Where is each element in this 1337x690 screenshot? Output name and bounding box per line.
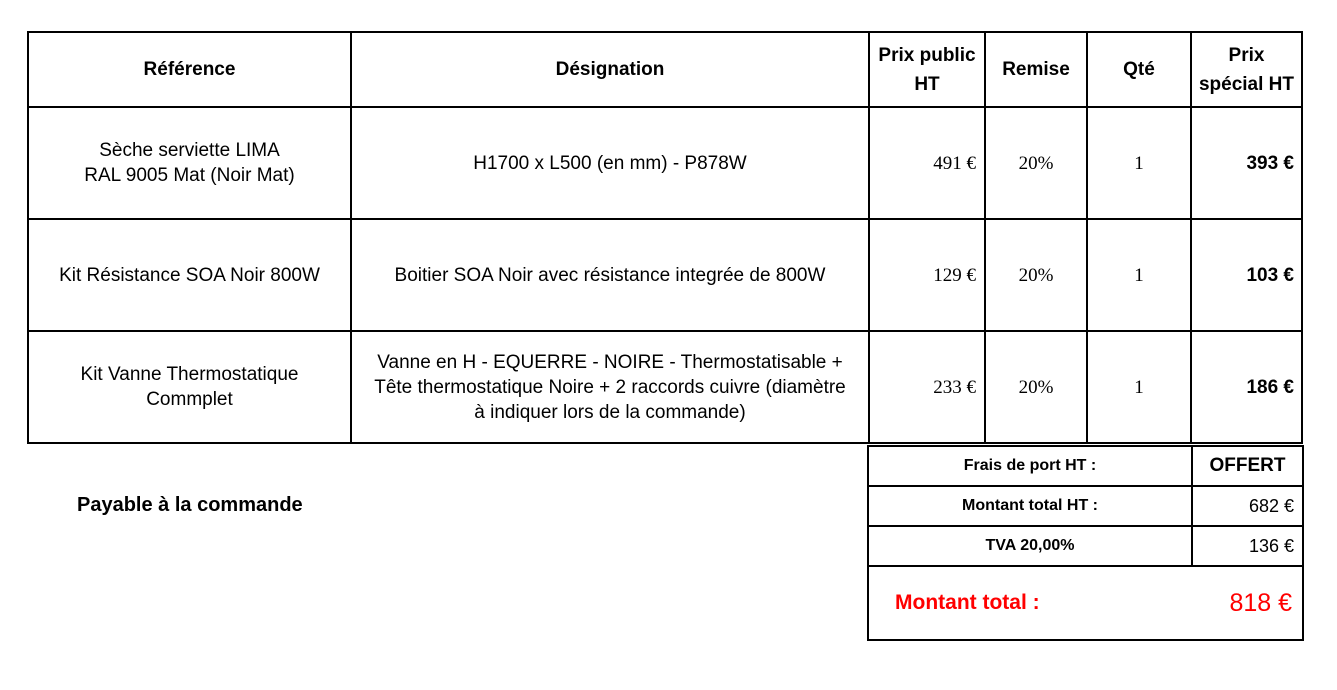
grand-total-value: 818 € bbox=[1192, 566, 1303, 640]
designation-line2: Tête thermostatique Noire + 2 raccords cuivre (diamètre bbox=[374, 376, 846, 398]
payment-note: Payable à la commande bbox=[77, 494, 303, 516]
table-row bbox=[28, 331, 1302, 443]
header-reference: Référence bbox=[28, 32, 351, 107]
table-row bbox=[28, 107, 1302, 219]
cell-quantity: 1 bbox=[1087, 219, 1191, 331]
cell-public-price: 129 € bbox=[869, 219, 985, 331]
totals-table bbox=[867, 445, 1304, 641]
cell-quantity: 1 bbox=[1087, 331, 1191, 443]
cell-discount: 20% bbox=[985, 331, 1087, 443]
cell-designation bbox=[351, 219, 869, 331]
vat-row bbox=[868, 526, 1303, 566]
reference-line1: Kit Résistance SOA Noir 800W bbox=[59, 264, 320, 286]
shipping-label: Frais de port HT : bbox=[868, 446, 1192, 486]
cell-quantity: 1 bbox=[1087, 107, 1191, 219]
reference-line2: RAL 9005 Mat (Noir Mat) bbox=[84, 165, 295, 186]
table-header-row bbox=[28, 32, 1302, 107]
cell-special-price: 103 € bbox=[1191, 219, 1302, 331]
subtotal-label: Montant total HT : bbox=[868, 486, 1192, 526]
subtotal-row bbox=[868, 486, 1303, 526]
cell-designation bbox=[351, 331, 869, 443]
cell-reference bbox=[28, 107, 351, 219]
subtotal-value: 682 € bbox=[1192, 486, 1303, 526]
header-special-price-line2: spécial HT bbox=[1198, 73, 1295, 95]
reference-line1: Kit Vanne Thermostatique bbox=[80, 364, 299, 385]
vat-value: 136 € bbox=[1192, 526, 1303, 566]
designation-line1: H1700 x L500 (en mm) - P878W bbox=[473, 152, 747, 174]
header-public-price-line1: Prix public bbox=[878, 44, 976, 66]
shipping-value: OFFERT bbox=[1192, 446, 1303, 486]
header-quantity: Qté bbox=[1087, 32, 1191, 107]
header-discount: Remise bbox=[985, 32, 1087, 107]
cell-discount: 20% bbox=[985, 219, 1087, 331]
vat-label: TVA 20,00% bbox=[868, 526, 1192, 566]
header-public-price-line2: HT bbox=[914, 73, 940, 95]
designation-line1: Boitier SOA Noir avec résistance integrée de 800W bbox=[394, 264, 826, 286]
header-public-price bbox=[869, 32, 985, 107]
cell-special-price: 186 € bbox=[1191, 331, 1302, 443]
cell-discount: 20% bbox=[985, 107, 1087, 219]
designation-line3: à indiquer lors de la commande) bbox=[474, 401, 746, 423]
cell-reference bbox=[28, 331, 351, 443]
quote-table bbox=[27, 31, 1303, 444]
cell-special-price: 393 € bbox=[1191, 107, 1302, 219]
header-designation: Désignation bbox=[351, 32, 869, 107]
grand-total-row bbox=[868, 566, 1303, 640]
cell-public-price: 491 € bbox=[869, 107, 985, 219]
table-row bbox=[28, 219, 1302, 331]
reference-line2: Commplet bbox=[146, 389, 233, 410]
reference-line1: Sèche serviette LIMA bbox=[99, 140, 280, 161]
cell-reference bbox=[28, 219, 351, 331]
header-special-price bbox=[1191, 32, 1302, 107]
grand-total-label: Montant total : bbox=[868, 566, 1192, 640]
designation-line1: Vanne en H - EQUERRE - NOIRE - Thermostatisable + bbox=[377, 351, 843, 373]
shipping-row bbox=[868, 446, 1303, 486]
cell-designation bbox=[351, 107, 869, 219]
header-special-price-line1: Prix bbox=[1228, 44, 1265, 66]
cell-public-price: 233 € bbox=[869, 331, 985, 443]
